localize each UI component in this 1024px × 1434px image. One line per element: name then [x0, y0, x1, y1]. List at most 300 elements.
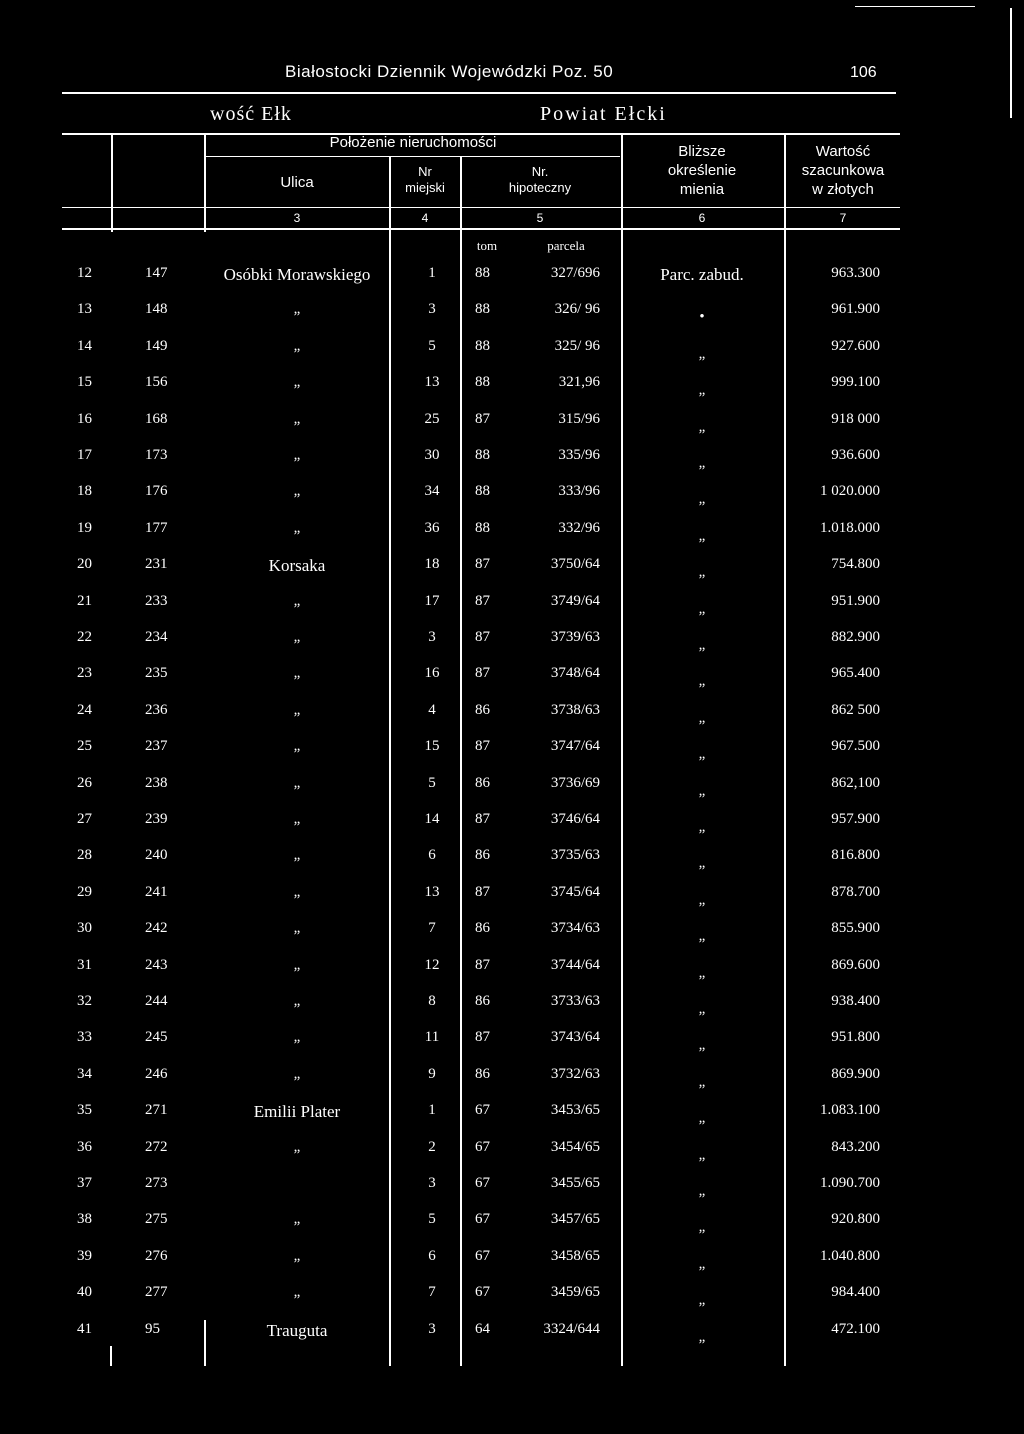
cell-description: „: [698, 673, 706, 689]
cell-parcel: 332/96: [558, 520, 600, 536]
cell-description: „: [698, 1074, 706, 1090]
table-row: [0, 957, 1024, 993]
cell-parcel: 3454/65: [550, 1139, 600, 1155]
cell-street: „: [293, 811, 301, 827]
cell-number: 246: [145, 1066, 168, 1082]
cell-street: „: [293, 1029, 301, 1045]
cell-city-no: 7: [428, 1284, 436, 1300]
cell-parcel: 3736/69: [550, 775, 600, 791]
cell-street: Emilii Plater: [253, 1102, 341, 1121]
cell-tom: 87: [475, 411, 490, 427]
cell-parcel: 325/ 96: [554, 338, 600, 354]
cell-value: 984.400: [831, 1284, 880, 1300]
cell-street: Osóbki Morawskiego: [223, 265, 371, 284]
header-location-group: Położenie nieruchomości: [329, 134, 497, 151]
table-row: [0, 775, 1024, 811]
cell-value: 1.040.800: [820, 1248, 880, 1264]
cell-tom: 67: [475, 1175, 490, 1191]
cell-parcel: 327/696: [550, 265, 600, 281]
cell-city-no: 11: [424, 1029, 440, 1045]
cell-city-no: 6: [428, 847, 436, 863]
cell-number: 241: [145, 884, 168, 900]
numbers-bottom-rule: [62, 228, 900, 230]
cell-parcel: 3732/63: [550, 1066, 600, 1082]
table-row: [0, 738, 1024, 774]
cell-description: „: [698, 637, 706, 653]
table-row: [0, 884, 1024, 920]
table-row: [0, 629, 1024, 665]
cell-city-no: 7: [428, 920, 436, 936]
cell-tom: 86: [475, 993, 490, 1009]
cell-description: „: [698, 746, 706, 762]
cell-street: „: [293, 884, 301, 900]
cell-city-no: 30: [424, 447, 440, 463]
cell-parcel: 3453/65: [550, 1102, 600, 1118]
table-row: [0, 993, 1024, 1029]
cell-parcel: 3734/63: [550, 920, 600, 936]
cell-description: „: [698, 855, 706, 871]
cell-tom: 86: [475, 847, 490, 863]
cell-tom: 67: [475, 1248, 490, 1264]
cell-street: „: [293, 593, 301, 609]
cell-description: „: [698, 892, 706, 908]
table-row: [0, 811, 1024, 847]
cell-number: 272: [145, 1139, 168, 1155]
cell-description: „: [698, 419, 706, 435]
cell-value: 855.900: [831, 920, 880, 936]
district-title: wość Ełk: [210, 103, 292, 125]
cell-description: „: [698, 710, 706, 726]
cell-value: 1.018.000: [820, 520, 880, 536]
cell-lp: 32: [77, 993, 92, 1009]
cell-city-no: 5: [428, 338, 436, 354]
cell-street: „: [293, 920, 301, 936]
cell-value: 967.500: [831, 738, 880, 754]
cell-description: „: [698, 783, 706, 799]
header-city-no-1: Nr: [418, 164, 432, 179]
cell-city-no: 9: [428, 1066, 436, 1082]
header-value-3: w złotych: [812, 181, 874, 198]
cell-parcel: 326/ 96: [554, 301, 600, 317]
cell-number: 176: [145, 483, 168, 499]
cell-number: 233: [145, 593, 168, 609]
cell-description: „: [698, 382, 706, 398]
cell-city-no: 6: [428, 1248, 436, 1264]
cell-description: „: [698, 564, 706, 580]
cell-lp: 21: [77, 593, 92, 609]
col-number-5: 5: [536, 211, 544, 225]
cell-number: 231: [145, 556, 168, 572]
cell-parcel: 335/96: [558, 447, 600, 463]
col-number-6: 6: [698, 211, 706, 225]
cell-city-no: 18: [424, 556, 440, 572]
cell-parcel: 3746/64: [550, 811, 600, 827]
cell-parcel: 3457/65: [550, 1211, 600, 1227]
cell-description: „: [698, 1292, 706, 1308]
cell-parcel: 3739/63: [550, 629, 600, 645]
header-desc-1: Bliższe: [678, 143, 726, 160]
cell-tom: 67: [475, 1284, 490, 1300]
cell-description: „: [698, 1037, 706, 1053]
cell-description: „: [698, 528, 706, 544]
cell-description: •: [699, 309, 705, 325]
cell-city-no: 5: [428, 775, 436, 791]
cell-city-no: 3: [428, 301, 436, 317]
cell-tom: 86: [475, 775, 490, 791]
cell-parcel: 3749/64: [550, 593, 600, 609]
cell-tom: 67: [475, 1211, 490, 1227]
cell-value: 754.800: [831, 556, 880, 572]
subheader-tom: tom: [476, 238, 498, 253]
cell-city-no: 1: [428, 1102, 436, 1118]
cell-value: 882.900: [831, 629, 880, 645]
page-number: 106: [850, 64, 877, 81]
cell-number: 276: [145, 1248, 168, 1264]
cell-lp: 25: [77, 738, 92, 754]
cell-description: „: [698, 819, 706, 835]
cell-tom: 87: [475, 665, 490, 681]
header-street: Ulica: [280, 174, 314, 191]
cell-number: 245: [145, 1029, 168, 1045]
cell-value: 936.600: [831, 447, 880, 463]
header-bottom-rule: [62, 207, 900, 208]
cell-value: 843.200: [831, 1139, 880, 1155]
cell-number: 243: [145, 957, 168, 973]
cell-lp: 18: [77, 483, 92, 499]
cell-number: 239: [145, 811, 168, 827]
cell-value: 961.900: [831, 301, 880, 317]
table-row: [0, 665, 1024, 701]
col-number-7: 7: [839, 211, 847, 225]
cell-parcel: 3743/64: [550, 1029, 600, 1045]
cell-city-no: 1: [428, 265, 436, 281]
cell-city-no: 8: [428, 993, 436, 1009]
table-row: [0, 702, 1024, 738]
cell-tom: 86: [475, 702, 490, 718]
cell-parcel: 3324/644: [543, 1321, 600, 1337]
cell-street: „: [293, 1139, 301, 1155]
cell-lp: 28: [77, 847, 92, 863]
table-row: [0, 1175, 1024, 1211]
cell-tom: 87: [475, 957, 490, 973]
cell-city-no: 3: [428, 1175, 436, 1191]
header-desc-3: mienia: [679, 181, 725, 198]
top-rule-short: [855, 6, 975, 7]
cell-parcel: 315/96: [558, 411, 600, 427]
cell-street: „: [293, 629, 301, 645]
cell-tom: 87: [475, 811, 490, 827]
table-row: [0, 1248, 1024, 1284]
cell-number: 273: [145, 1175, 168, 1191]
cell-number: 271: [145, 1102, 168, 1118]
cell-description: „: [698, 1256, 706, 1272]
cell-parcel: 3733/63: [550, 993, 600, 1009]
cell-street: „: [293, 411, 301, 427]
cell-lp: 29: [77, 884, 92, 900]
cell-street: „: [293, 374, 301, 390]
margin-rule: [1010, 8, 1012, 118]
cell-city-no: 2: [428, 1139, 436, 1155]
cell-number: 147: [145, 265, 168, 281]
cell-value: 878.700: [831, 884, 880, 900]
cell-description: „: [698, 1329, 706, 1345]
cell-value: 816.800: [831, 847, 880, 863]
cell-city-no: 3: [428, 1321, 436, 1337]
table-row: [0, 447, 1024, 483]
cell-tom: 86: [475, 920, 490, 936]
table-row: [0, 847, 1024, 883]
cell-street: „: [293, 1211, 301, 1227]
cell-value: 869.600: [831, 957, 880, 973]
cell-lp: 13: [77, 301, 92, 317]
cell-tom: 87: [475, 556, 490, 572]
cell-description: „: [698, 965, 706, 981]
cell-lp: 16: [77, 411, 92, 427]
cell-city-no: 14: [424, 811, 440, 827]
cell-lp: 23: [77, 665, 92, 681]
header-rule: [62, 92, 896, 94]
cell-parcel: 3750/64: [550, 556, 600, 572]
cell-lp: 14: [77, 338, 92, 354]
cell-value: 862 500: [831, 702, 880, 718]
group-rule: [206, 156, 620, 157]
cell-street: „: [293, 301, 301, 317]
table-row: [0, 1029, 1024, 1065]
table-row: [0, 374, 1024, 410]
cell-number: 148: [145, 301, 168, 317]
cell-value: 938.400: [831, 993, 880, 1009]
cell-tom: 67: [475, 1139, 490, 1155]
cell-lp: 40: [77, 1284, 92, 1300]
cell-lp: 37: [77, 1175, 92, 1191]
cell-value: 957.900: [831, 811, 880, 827]
cell-street: Trauguta: [266, 1321, 328, 1340]
cell-number: 235: [145, 665, 168, 681]
cell-lp: 38: [77, 1211, 92, 1227]
cell-tom: 67: [475, 1102, 490, 1118]
table-row: [0, 593, 1024, 629]
cell-number: 236: [145, 702, 168, 718]
cell-number: 240: [145, 847, 168, 863]
cell-street: „: [293, 338, 301, 354]
cell-city-no: 25: [424, 411, 440, 427]
header-desc-2: określenie: [667, 162, 737, 179]
cell-city-no: 12: [424, 957, 440, 973]
cell-tom: 87: [475, 629, 490, 645]
table-row: [0, 520, 1024, 556]
table-row: [0, 1321, 1024, 1357]
cell-value: 862,100: [831, 775, 880, 791]
cell-parcel: 3455/65: [550, 1175, 600, 1191]
cell-parcel: 3748/64: [550, 665, 600, 681]
cell-lp: 26: [77, 775, 92, 791]
cell-number: 277: [145, 1284, 168, 1300]
cell-tom: 88: [475, 447, 490, 463]
cell-street: „: [293, 1248, 301, 1264]
cell-description: „: [698, 1219, 706, 1235]
cell-description: „: [698, 346, 706, 362]
cell-value: 1.090.700: [820, 1175, 880, 1191]
cell-value: 951.900: [831, 593, 880, 609]
cell-city-no: 13: [424, 884, 440, 900]
cell-number: 149: [145, 338, 168, 354]
cell-value: 918 000: [831, 411, 880, 427]
cell-lp: 19: [77, 520, 92, 536]
col-number-3: 3: [293, 211, 301, 225]
cell-lp: 27: [77, 811, 92, 827]
cell-street: „: [293, 738, 301, 754]
cell-street: „: [293, 775, 301, 791]
cell-tom: 87: [475, 1029, 490, 1045]
cell-description: „: [698, 491, 706, 507]
cell-parcel: 3738/63: [550, 702, 600, 718]
cell-street: „: [293, 447, 301, 463]
table-row: [0, 920, 1024, 956]
cell-lp: 20: [77, 556, 92, 572]
col-rule-1: [111, 134, 113, 232]
cell-street: „: [293, 993, 301, 1009]
cell-parcel: 3744/64: [550, 957, 600, 973]
cell-parcel: 3458/65: [550, 1248, 600, 1264]
cell-street: „: [293, 1284, 301, 1300]
cell-number: 95: [145, 1321, 160, 1337]
cell-tom: 88: [475, 374, 490, 390]
cell-city-no: 17: [424, 593, 440, 609]
table-row: [0, 1139, 1024, 1175]
cell-city-no: 4: [428, 702, 436, 718]
cell-lp: 41: [77, 1321, 92, 1337]
cell-number: 234: [145, 629, 168, 645]
cell-tom: 88: [475, 483, 490, 499]
cell-value: 1 020.000: [820, 483, 880, 499]
cell-lp: 30: [77, 920, 92, 936]
table-row: [0, 1284, 1024, 1320]
cell-number: 177: [145, 520, 168, 536]
cell-value: 965.400: [831, 665, 880, 681]
header-value-1: Wartość: [815, 143, 871, 160]
cell-street: „: [293, 483, 301, 499]
cell-value: 472.100: [831, 1321, 880, 1337]
cell-city-no: 5: [428, 1211, 436, 1227]
cell-street: „: [293, 702, 301, 718]
table-row: [0, 1211, 1024, 1247]
cell-number: 244: [145, 993, 168, 1009]
cell-value: 920.800: [831, 1211, 880, 1227]
cell-lp: 15: [77, 374, 92, 390]
cell-lp: 12: [77, 265, 92, 281]
cell-number: 173: [145, 447, 168, 463]
header-mortgage-1: Nr.: [531, 164, 549, 179]
cell-description: „: [698, 1147, 706, 1163]
cell-number: 242: [145, 920, 168, 936]
cell-tom: 88: [475, 520, 490, 536]
cell-description: „: [698, 601, 706, 617]
cell-description: „: [698, 455, 706, 471]
county-title: Powiat Ełcki: [540, 103, 667, 125]
table-row: [0, 1102, 1024, 1138]
cell-lp: 17: [77, 447, 92, 463]
cell-street: „: [293, 957, 301, 973]
cell-value: 1.083.100: [820, 1102, 880, 1118]
cell-value: 927.600: [831, 338, 880, 354]
cell-city-no: 13: [424, 374, 440, 390]
cell-value: 963.300: [831, 265, 880, 281]
cell-description: „: [698, 1001, 706, 1017]
cell-number: 275: [145, 1211, 168, 1227]
cell-parcel: 3747/64: [550, 738, 600, 754]
cell-street: „: [293, 847, 301, 863]
cell-tom: 87: [475, 738, 490, 754]
cell-number: 237: [145, 738, 168, 754]
cell-value: 999.100: [831, 374, 880, 390]
cell-value: 869.900: [831, 1066, 880, 1082]
cell-number: 156: [145, 374, 168, 390]
cell-parcel: 3745/64: [550, 884, 600, 900]
cell-number: 238: [145, 775, 168, 791]
cell-city-no: 34: [424, 483, 440, 499]
cell-tom: 88: [475, 301, 490, 317]
cell-tom: 86: [475, 1066, 490, 1082]
cell-street: „: [293, 520, 301, 536]
cell-city-no: 36: [424, 520, 440, 536]
cell-number: 168: [145, 411, 168, 427]
cell-lp: 39: [77, 1248, 92, 1264]
cell-description: Parc. zabud.: [660, 265, 744, 284]
cell-lp: 22: [77, 629, 92, 645]
cell-description: „: [698, 1183, 706, 1199]
header-value-2: szacunkowa: [801, 162, 885, 179]
table-row: [0, 1066, 1024, 1102]
cell-lp: 31: [77, 957, 92, 973]
cell-parcel: 3735/63: [550, 847, 600, 863]
cell-parcel: 3459/65: [550, 1284, 600, 1300]
table-row: [0, 265, 1024, 301]
cell-street: „: [293, 1066, 301, 1082]
cell-city-no: 16: [424, 665, 440, 681]
cell-street: „: [293, 665, 301, 681]
subheader-parcela: parcela: [547, 238, 585, 253]
table-row: [0, 301, 1024, 337]
cell-tom: 87: [475, 593, 490, 609]
cell-tom: 88: [475, 265, 490, 281]
cell-city-no: 3: [428, 629, 436, 645]
cell-tom: 88: [475, 338, 490, 354]
cell-lp: 34: [77, 1066, 92, 1082]
cell-value: 951.800: [831, 1029, 880, 1045]
cell-street: Korsaka: [268, 556, 326, 575]
cell-lp: 33: [77, 1029, 92, 1045]
cell-parcel: 333/96: [558, 483, 600, 499]
running-title: Białostocki Dziennik Wojewódzki Poz. 50: [285, 62, 614, 81]
header-mortgage-2: hipoteczny: [508, 180, 572, 195]
table-row: [0, 556, 1024, 592]
header-city-no-2: miejski: [405, 180, 445, 195]
cell-description: „: [698, 928, 706, 944]
col-rule-2: [204, 134, 206, 232]
cell-lp: 36: [77, 1139, 92, 1155]
col-number-4: 4: [421, 211, 429, 225]
cell-parcel: 321,96: [558, 374, 600, 390]
cell-tom: 64: [475, 1321, 490, 1337]
table-row: [0, 411, 1024, 447]
cell-tom: 87: [475, 884, 490, 900]
table-row: [0, 483, 1024, 519]
cell-lp: 35: [77, 1102, 92, 1118]
table-row: [0, 338, 1024, 374]
cell-city-no: 15: [424, 738, 440, 754]
cell-description: „: [698, 1110, 706, 1126]
cell-lp: 24: [77, 702, 92, 718]
